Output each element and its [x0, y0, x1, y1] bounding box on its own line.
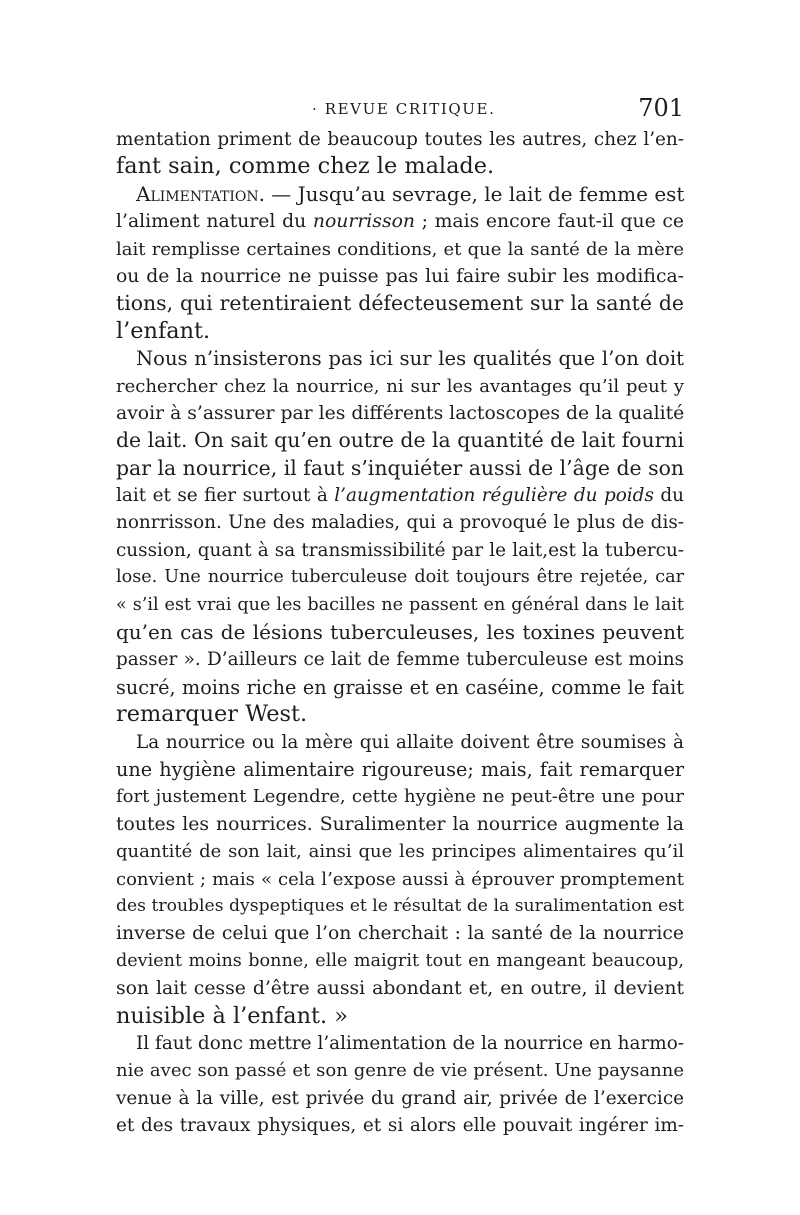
page-header [116, 94, 684, 128]
text-line: fant sain, comme chez le malade. [116, 153, 495, 180]
section-heading: Alimentation. [136, 181, 265, 206]
text-line: l’aliment naturel du nourrisson ; mais encore faut-il que ce [116, 211, 684, 233]
text-line: sucré, moins riche en graisse et en caséine, comme le fait [116, 675, 684, 699]
text-line: convient ; mais « cela l’expose aussi à éprouver promptement [116, 868, 684, 890]
text-line: de lait. On sait qu’en outre de la quantité de lait fourni [116, 428, 684, 453]
text-line: inverse de celui que l’on cherchait : la santé de la nourrice [116, 923, 684, 945]
text-line: ou de la nourrice ne puisse pas lui faire subir les modifica- [116, 265, 684, 287]
text-line: venue à la ville, est privée du grand air, privée de l’exercice [116, 1087, 684, 1109]
text-line: toutes les nourrices. Suralimenter la nourrice augmente la [116, 813, 684, 835]
text-line: lait et se fier surtout à l’augmentation régulière du poids du [116, 485, 684, 507]
body-text [116, 126, 684, 1139]
text-line: devient moins bonne, elle maigrit tout en mangeant beaucoup, [116, 950, 684, 971]
text-line: nonrrisson. Une des maladies, qui a provoqué le plus de dis- [116, 512, 684, 534]
page-number: 701 [638, 94, 684, 122]
text-line: rechercher chez la nourrice, ni sur les avantages qu’il peut y [116, 375, 684, 397]
text-line: une hygiène alimentaire rigoureuse; mais, fait remarquer [116, 757, 684, 781]
text-line: des troubles dyspeptiques et le résultat de la suralimentation est [116, 895, 684, 916]
text-line: quantité de son lait, ainsi que les principes alimentaires qu’il [116, 841, 684, 863]
text-line: « s’il est vrai que les bacilles ne passent en général dans le lait [116, 594, 684, 615]
text-line: qu’en cas de lésions tuberculeuses, les toxines peuvent [116, 620, 684, 645]
running-head: · REVUE CRITIQUE. [312, 100, 496, 118]
text-line: La nourrice ou la mère qui allaite doivent être soumises à [136, 731, 684, 753]
text-line: Nous n’insisterons pas ici sur les qualités que l’on doit [136, 347, 684, 371]
text-line: avoir à s’assurer par les différents lactoscopes de la qualité [116, 402, 685, 424]
text-line: lait remplisse certaines conditions, et que la santé de la mère [116, 238, 684, 260]
text-line: nie avec son passé et son genre de vie présent. Une paysanne [116, 1060, 684, 1082]
text-line: tions, qui retentiraient défecteusement sur la santé de [116, 291, 684, 316]
text-line: cussion, quant à sa transmissibilité par le lait,est la tubercu- [116, 539, 684, 561]
text-line: son lait cesse d’être aussi abondant et, en outre, il devient [116, 978, 684, 1000]
text-line: passer ». D’ailleurs ce lait de femme tuberculeuse est moins [116, 649, 684, 671]
text-line: Il faut donc mettre l’alimentation de la nourrice en harmo- [136, 1032, 684, 1054]
text-line: et des travaux physiques, et si alors elle pouvait ingérer im- [116, 1115, 684, 1137]
text-line: fort justement Legendre, cette hygiène ne peut-être une pour [116, 786, 684, 808]
text-line: par la nourrice, il faut s’inquiéter aussi de l’âge de son [116, 455, 684, 480]
text-line: lose. Une nourrice tuberculeuse doit toujours être rejetée, car [116, 567, 684, 588]
text-line: Alimentation. — Jusqu’au sevrage, le lait de femme est [136, 181, 685, 206]
text-line: nuisible à l’enfant. » [116, 1002, 348, 1029]
text-line: l’enfant. [116, 317, 211, 344]
text-line: remarquer West. [116, 701, 308, 728]
text-line: mentation priment de beaucoup toutes les autres, chez l’en- [116, 129, 684, 150]
